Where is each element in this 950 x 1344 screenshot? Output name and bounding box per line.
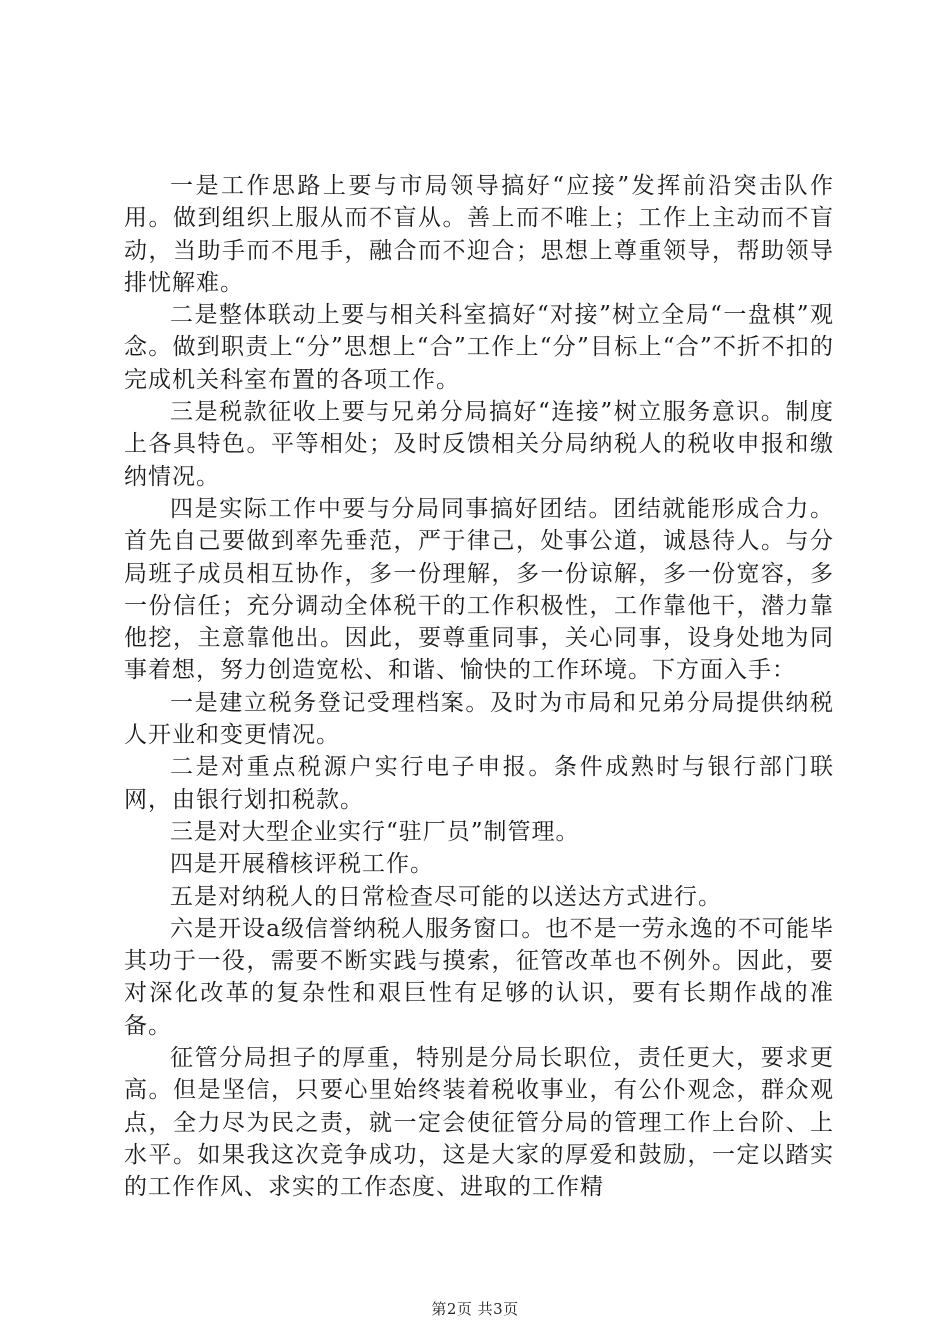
paragraph-9: 五是对纳税人的日常检查尽可能的以送达方式进行。 <box>170 883 722 910</box>
paragraph-4: 四是实际工作中要与分局同事搞好团结。团结就能形成合力。首先自己要做到率先垂范，严于律己，处事公道，诚恳待人。与分局班子成员相互协作，多一份理解，多一份谅解，多一份宽容，多一份信任；充分调动全体税干的工作积极性，工作靠他干，潜力靠他挖，主意靠他出。因此，要尊重同事，关心同事，设身处地为同事着想，努力创造宽松、和谐、愉快的工作环境。下方面入手： <box>124 495 834 684</box>
paragraph-1: 一是工作思路上要与市局领导搞好“应接”发挥前沿突击队作用。做到组织上服从而不盲从。善上而不唯上；工作上主动而不盲动，当助手而不甩手，融合而不迎合；思想上尊重领导，帮助领导排忧解难。 <box>124 173 834 296</box>
paragraph-6: 二是对重点税源户实行电子申报。条件成熟时与银行部门联网，由银行划扣税款。 <box>124 754 834 813</box>
paragraph-5: 一是建立税务登记受理档案。及时为市局和兄弟分局提供纳税人开业和变更情况。 <box>124 689 834 749</box>
paragraph-2: 二是整体联动上要与相关科室搞好“对接”树立全局“一盘棋”观念。做到职责上“分”思想上“合”工作上“分”目标上“合”不折不扣的完成机关科室布置的各项工作。 <box>124 302 834 393</box>
page-number-footer: 第2页 共3页 <box>431 1300 519 1318</box>
paragraph-11: 征管分局担子的厚重，特别是分局长职位，责任更大，要求更高。但是坚信，只要心里始终装着税收事业，有公仆观念，群众观点，全力尽为民之责，就一定会使征管分局的管理工作上台阶、上水平。如果我这次竞争成功，这是大家的厚爱和鼓励，一定以踏实的工作作风、求实的工作态度、进取的工作精 <box>124 1045 834 1201</box>
paragraph-8: 四是开展稽核评税工作。 <box>170 851 434 878</box>
paragraph-3: 三是税款征收上要与兄弟分局搞好“连接”树立服务意识。制度上各具特色。平等相处；及时反馈相关分局纳税人的税收申报和缴纳情况。 <box>124 399 834 490</box>
paragraph-7: 三是对大型企业实行“驻厂员”制管理。 <box>170 818 580 845</box>
paragraph-10: 六是开设a级信誉纳税人服务窗口。也不是一劳永逸的不可能毕其功于一役，需要不断实践与摸索，征管改革也不例外。因此，要对深化改革的复杂性和艰巨性有足够的认识，要有长期作战的准备。 <box>124 915 834 1039</box>
document-body <box>124 170 834 1204</box>
